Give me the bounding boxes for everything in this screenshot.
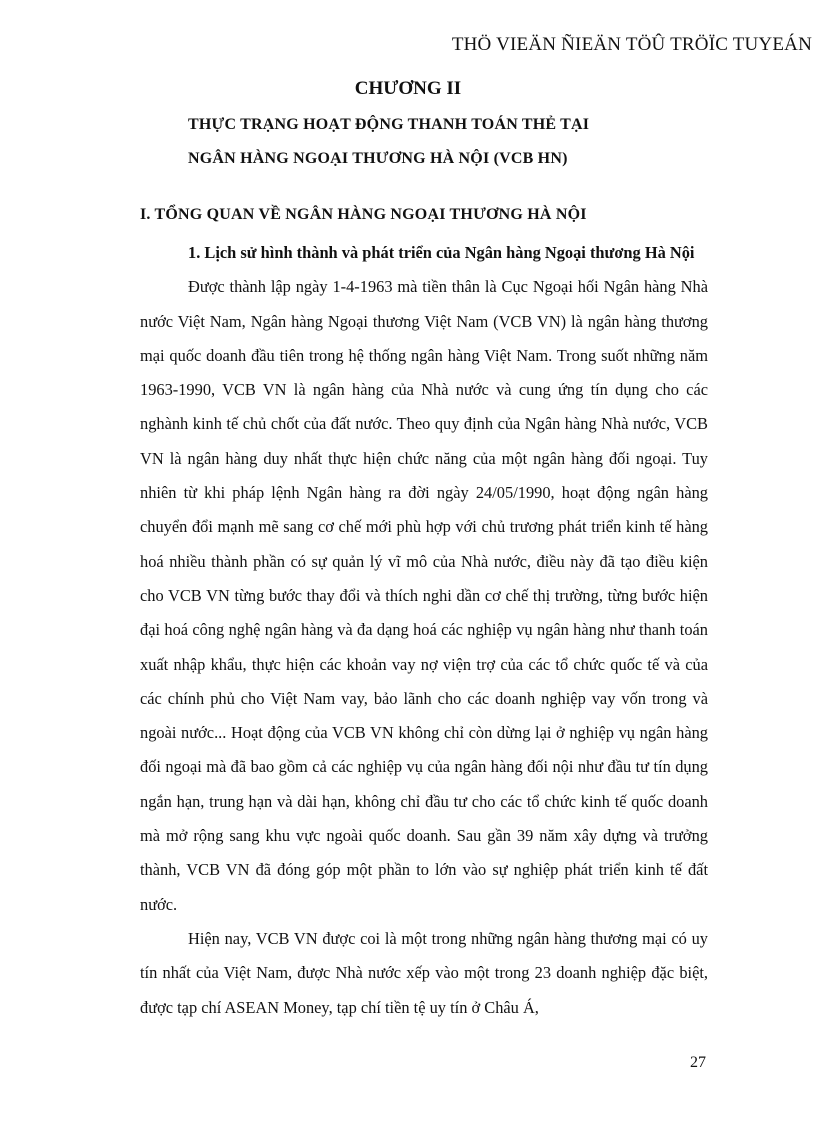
subsection-heading: 1. Lịch sử hình thành và phát triển của Ngân hàng Ngoại thương Hà Nội bbox=[188, 243, 695, 262]
chapter-title-line-1: THỰC TRẠNG HOẠT ĐỘNG THANH TOÁN THẺ TẠI bbox=[188, 116, 590, 133]
running-header: THÖ VIEÄN ÑIEÄN TÖÛ TRÖÏC TUYEÁN bbox=[451, 34, 812, 55]
page-number: 27 bbox=[690, 1054, 706, 1071]
chapter-title-line-2: NGÂN HÀNG NGOẠI THƯƠNG HÀ NỘI (VCB HN) bbox=[188, 150, 568, 167]
body-text bbox=[140, 236, 708, 1025]
section-heading: I. TỔNG QUAN VỀ NGÂN HÀNG NGOẠI THƯƠNG HÀ NỘI bbox=[140, 206, 587, 223]
paragraph: Được thành lập ngày 1-4-1963 mà tiền thân là Cục Ngoại hối Ngân hàng Nhà nước Việt Nam, Ngân hàng Ngoại thương Việt Nam (VCB VN) là ngân hàng thương mại quốc doanh đầu tiên trong hệ thống ngân hàng Việt Nam. Trong suốt những năm 1963-1990, VCB VN là ngân hàng của Nhà nước và cung ứng tín dụng cho các nghành kinh tế chủ chốt của đất nước. Theo quy định của Ngân hàng Nhà nước, VCB VN là ngân hàng duy nhất thực hiện chức năng của một ngân hàng đối ngoại. Tuy nhiên từ khi pháp lệnh Ngân hàng ra đời ngày 24/05/1990, hoạt động ngân hàng chuyển đổi mạnh mẽ sang cơ chế mới phù hợp với chủ trương phát triển kinh tế hàng hoá nhiều thành phần có sự quản lý vĩ mô của Nhà nước, điều này đã tạo điều kiện cho VCB VN từng bước thay đổi và thích nghi dần cơ chế thị trường, từng bước hiện đại hoá công nghệ ngân hàng và đa dạng hoá các nghiệp vụ ngân hàng như thanh toán xuất nhập khẩu, thực hiện các khoản vay nợ viện trợ của các tổ chức quốc tế và của các chính phủ cho Việt Nam vay, bảo lãnh cho các doanh nghiệp vay vốn trong và ngoài nước... Hoạt động của VCB VN không chỉ còn dừng lại ở nghiệp vụ ngân hàng đối ngoại mà đã bao gồm cả các nghiệp vụ của ngân hàng đối nội như đầu tư tín dụng ngắn hạn, trung hạn và dài hạn, không chỉ đầu tư cho các tổ chức kinh tế quốc doanh mà mở rộng sang khu vực ngoài quốc doanh. Sau gần 39 năm xây dựng và trưởng thành, VCB VN đã đóng góp một phần to lớn vào sự nghiệp phát triển kinh tế đất nước. bbox=[140, 277, 708, 914]
paragraph: Hiện nay, VCB VN được coi là một trong những ngân hàng thương mại có uy tín nhất của Việt Nam, được Nhà nước xếp vào một trong 23 doanh nghiệp đặc biệt, được tạp chí ASEAN Money, tạp chí tiền tệ uy tín ở Châu Á, bbox=[140, 928, 708, 1017]
chapter-label: CHƯƠNG II bbox=[354, 78, 462, 99]
